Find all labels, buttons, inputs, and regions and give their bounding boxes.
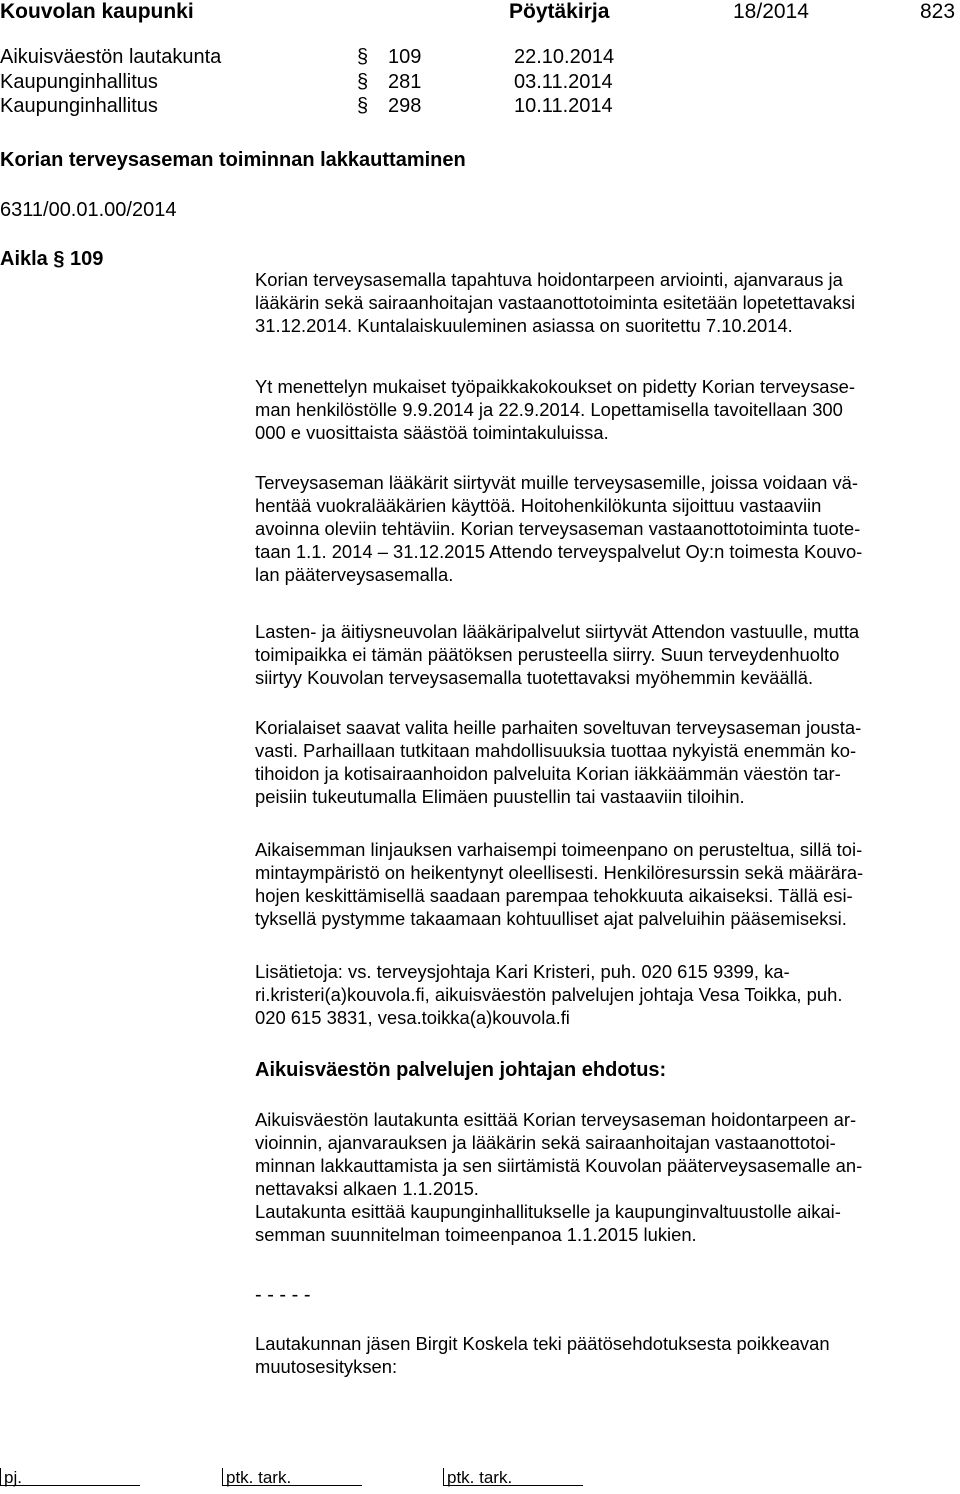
- paragraph-line: Aikaisemman linjauksen varhaisempi toimeenpano on perusteltua, sillä toi-: [255, 839, 863, 860]
- paragraph: [255, 268, 955, 337]
- paragraph-line: Terveysaseman lääkärit siirtyvät muille terveysasemille, joissa voidaan vä-: [255, 472, 859, 493]
- meeting-date: 10.11.2014: [514, 95, 613, 117]
- section-sign-icon: §: [357, 71, 369, 93]
- paragraph-line: avoinna oleviin tehtäviin. Korian terveysaseman vastaanottotoiminta tuote-: [255, 518, 861, 539]
- paragraph-line: Lasten- ja äitiysneuvolan lääkäripalvelut siirtyvät Attendon vastuulle, mutta: [255, 621, 860, 642]
- organization-name: Kouvolan kaupunki: [0, 0, 194, 23]
- meeting-number: 109: [388, 46, 422, 68]
- paragraph: [255, 471, 955, 586]
- paragraph-line: vioinnin, ajanvarauksen ja lääkärin sekä sairaanhoitajan vastaanottotoi-: [255, 1132, 836, 1153]
- paragraph-line: semman suunnitelman toimeenpanoa 1.1.2015 lukien.: [255, 1224, 697, 1245]
- signature-label-chair: pj.: [4, 1468, 22, 1487]
- signature-tick: [443, 1468, 444, 1486]
- issue-number: 18/2014: [733, 0, 809, 23]
- meeting-body: Kaupunginhallitus: [0, 95, 158, 117]
- paragraph-line: siirtyy Kouvolan terveysasemalla tuotettavaksi myöhemmin keväällä.: [255, 667, 814, 688]
- meeting-date: 22.10.2014: [514, 46, 615, 68]
- paragraph-line: taan 1.1. 2014 – 31.12.2015 Attendo terveyspalvelut Oy:n toimesta Kouvo-: [255, 541, 863, 562]
- signature-tick: [0, 1468, 1, 1486]
- closing-text: [255, 1332, 955, 1378]
- meeting-date: 03.11.2014: [514, 71, 613, 93]
- document-title: Korian terveysaseman toiminnan lakkauttaminen: [0, 149, 466, 171]
- paragraph-line: peisiin tukeutumalla Elimäen puustellin tai vastaaviin tiloihin.: [255, 786, 745, 807]
- signature-label-reviewer: ptk. tark.: [226, 1468, 292, 1487]
- paragraph-line: Yt menettelyn mukaiset työpaikkakokoukset on pidetty Korian terveysase-: [255, 376, 856, 397]
- paragraph-line: man henkilöstölle 9.9.2014 ja 22.9.2014. Lopettamisella tavoitellaan 300: [255, 399, 843, 420]
- paragraph-line: Lautakunnan jäsen Birgit Koskela teki päätösehdotuksesta poikkeavan: [255, 1333, 830, 1354]
- meeting-body: Aikuisväestön lautakunta: [0, 46, 222, 68]
- item-label: Aikla § 109: [0, 248, 104, 270]
- document-type: Pöytäkirja: [509, 0, 610, 23]
- proposal-heading: Aikuisväestön palvelujen johtajan ehdotus:: [255, 1059, 667, 1081]
- paragraph-line: hojen keskittämisellä saadaan parempaa tehokkuuta aikaiseksi. Tällä esi-: [255, 885, 853, 906]
- paragraph-line: 020 615 3831, vesa.toikka(a)kouvola.fi: [255, 1007, 570, 1028]
- paragraph: [255, 620, 955, 689]
- meeting-body: Kaupunginhallitus: [0, 71, 158, 93]
- paragraph-line: lan pääterveysasemalla.: [255, 564, 454, 585]
- contact-info: [255, 960, 955, 1029]
- proposal-text: [255, 1108, 955, 1246]
- separator: - - - - -: [255, 1284, 311, 1306]
- diary-number: 6311/00.01.00/2014: [0, 199, 177, 221]
- section-sign-icon: §: [357, 95, 369, 117]
- paragraph-line: Lisätietoja: vs. terveysjohtaja Kari Kristeri, puh. 020 615 9399, ka-: [255, 961, 790, 982]
- paragraph-line: Aikuisväestön lautakunta esittää Korian terveysaseman hoidontarpeen ar-: [255, 1109, 857, 1130]
- paragraph-line: ri.kristeri(a)kouvola.fi, aikuisväestön palvelujen johtaja Vesa Toikka, puh.: [255, 984, 843, 1005]
- signature-tick: [222, 1468, 223, 1486]
- signature-label-reviewer: ptk. tark.: [447, 1468, 513, 1487]
- paragraph: [255, 375, 955, 444]
- meeting-number: 298: [388, 95, 422, 117]
- paragraph-line: Korialaiset saavat valita heille parhaiten soveltuvan terveysaseman jousta-: [255, 717, 862, 738]
- paragraph: [255, 838, 955, 930]
- paragraph-line: nettavaksi alkaen 1.1.2015.: [255, 1178, 479, 1199]
- paragraph-line: mintaympäristö on heikentynyt oleellisesti. Henkilöresurssin sekä määrära-: [255, 862, 864, 883]
- page-number: 823: [920, 0, 956, 23]
- paragraph-line: toimipaikka ei tämän päätöksen perusteella siirry. Suun terveydenhuolto: [255, 644, 840, 665]
- paragraph-line: tihoidon ja kotisairaanhoidon palveluita Korian iäkkäämmän väestön tar-: [255, 763, 841, 784]
- paragraph-line: minnan lakkauttamista ja sen siirtämistä Kouvolan pääterveysasemalle an-: [255, 1155, 863, 1176]
- meeting-number: 281: [388, 71, 422, 93]
- paragraph-line: Lautakunta esittää kaupunginhallitukselle ja kaupunginvaltuustolle aikai-: [255, 1201, 841, 1222]
- paragraph-line: tyksellä pystymme takaamaan kohtuulliset ajat palveluihin pääsemiseksi.: [255, 908, 847, 929]
- paragraph: [255, 716, 955, 808]
- paragraph-line: vasti. Parhaillaan tutkitaan mahdollisuuksia tuottaa nykyistä enemmän ko-: [255, 740, 857, 761]
- paragraph-line: hentää vuokralääkärien käyttöä. Hoitohenkilökunta sijoittuu vastaaviin: [255, 495, 822, 516]
- section-sign-icon: §: [357, 46, 369, 68]
- paragraph-line: lääkärin sekä sairaanhoitajan vastaanottotoiminta esitetään lopetettavaksi: [255, 292, 856, 313]
- paragraph-line: Korian terveysasemalla tapahtuva hoidontarpeen arviointi, ajanvaraus ja: [255, 269, 843, 290]
- paragraph-line: muutosesityksen:: [255, 1356, 398, 1377]
- paragraph-line: 000 e vuosittaista säästöä toimintakuluissa.: [255, 422, 609, 443]
- paragraph-line: 31.12.2014. Kuntalaiskuuleminen asiassa on suoritettu 7.10.2014.: [255, 315, 793, 336]
